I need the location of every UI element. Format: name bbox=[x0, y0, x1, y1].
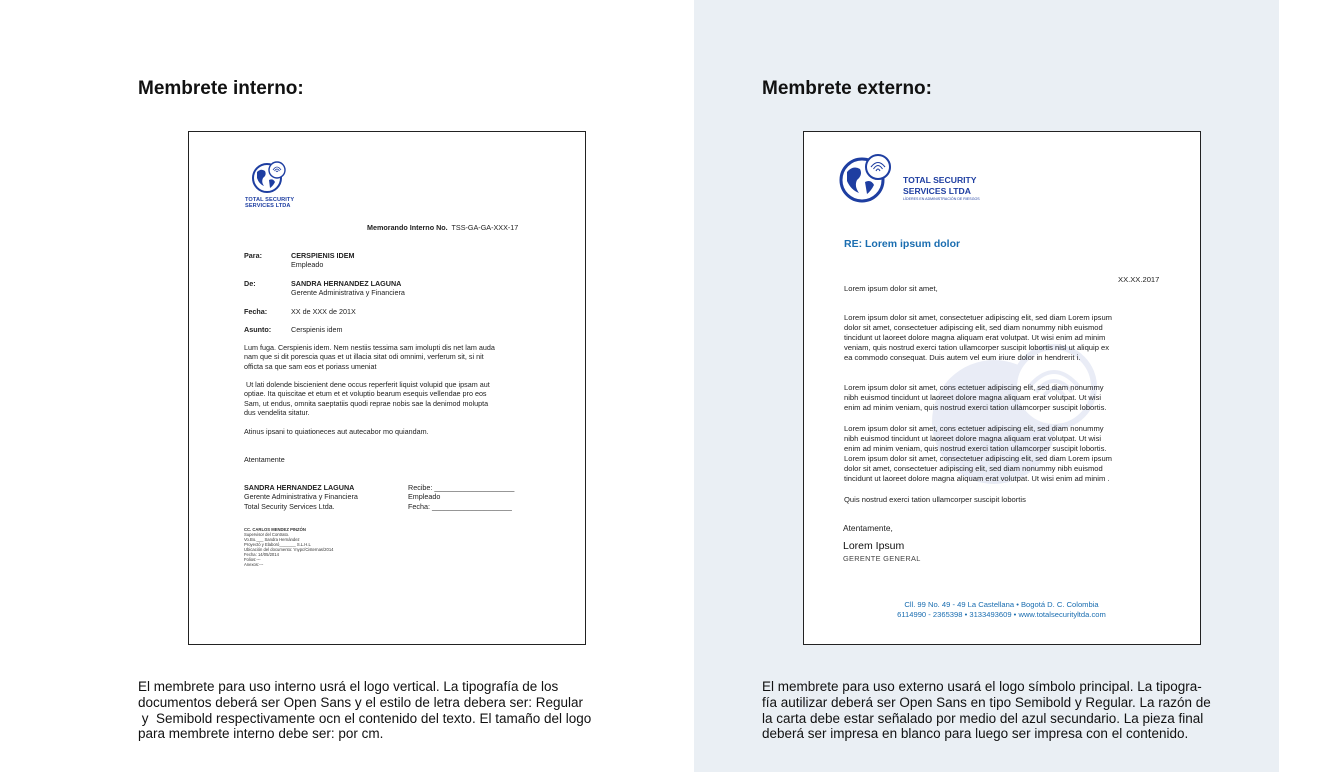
para-label: Para: bbox=[244, 251, 262, 260]
logo-text-line-2: SERVICES LTDA bbox=[903, 186, 971, 196]
asunto-label: Asunto: bbox=[244, 325, 272, 334]
internal-letterhead-heading: Membrete interno: bbox=[138, 78, 304, 99]
fecha-label: Fecha: bbox=[244, 307, 268, 316]
logo-text-line-2: SERVICES LTDA bbox=[245, 203, 291, 209]
description-line: documentos deberá ser Open Sans y el estilo de letra debera ser: Regular bbox=[138, 694, 584, 710]
paragraph-line: officta sa que sam eos et poriass umeniat bbox=[244, 361, 377, 371]
para-name: CERSPIENIS IDEM bbox=[291, 251, 355, 260]
description-line: El membrete para uso interno usrá el logo vertical. La tipografía de los bbox=[138, 679, 559, 694]
signature-name: Lorem Ipsum bbox=[843, 540, 905, 552]
paragraph-line: dolor sit amet, consectetuer adipiscing elit, sed diam nonummy nibh euismod bbox=[844, 464, 1103, 474]
memo-label: Memorando Interno No. bbox=[367, 223, 448, 232]
footer-contact: 6114990 - 2365398 • 3133493609 • www.totalsecurityltda.com bbox=[897, 610, 1106, 620]
para-role: Empleado bbox=[291, 260, 324, 269]
paragraph-line: Lorem ipsum dolor sit amet, cons ectetuer adipiscing elit, sed diam nonummy bbox=[844, 424, 1104, 433]
de-name: SANDRA HERNANDEZ LAGUNA bbox=[291, 279, 402, 288]
cc-line: Anexos:--- bbox=[244, 562, 264, 567]
recibe-role: Empleado bbox=[408, 492, 441, 502]
cc-line: Fecha: 14/05/2014 bbox=[244, 552, 279, 557]
paragraph-line: Lorem ipsum dolor sit amet, consectetuer adipiscing elit, sed diam Lorem ipsum bbox=[844, 454, 1113, 464]
paragraph-line: nibh euismod tincidunt ut laoreet dolore magna aliquam erat volutpat. Ut wisi bbox=[844, 393, 1102, 403]
signature-name: SANDRA HERNANDEZ LAGUNA bbox=[244, 483, 355, 492]
signature-company: Total Security Services Ltda. bbox=[244, 501, 335, 511]
letter-paragraph-1 bbox=[844, 313, 1166, 363]
paragraph-line: Lorem ipsum dolor sit amet, cons ectetuer adipiscing elit, sed diam nonummy bbox=[844, 383, 1104, 392]
memo-header bbox=[367, 223, 518, 232]
signature-role: Gerente Administrativa y Financiera bbox=[244, 492, 358, 502]
description-line: la carta debe estar señalado por medio del azul secundario. La pieza final bbox=[762, 710, 1204, 726]
memo-paragraph-1 bbox=[244, 343, 495, 371]
cc-line: Vo.Bo.___ Sandra Hernández bbox=[244, 537, 300, 542]
de-role: Gerente Administrativa y Financiera bbox=[291, 288, 405, 297]
memo-closing: Atentamente bbox=[244, 455, 285, 464]
paragraph-line: dus vendelita sitatur. bbox=[244, 408, 310, 418]
paragraph-line: ea commodo consequat. Duis autem vel eum iriure dolor in hendrerit i. bbox=[844, 353, 1081, 363]
recibe-line: Recibe: ____________________ bbox=[408, 483, 515, 492]
letter-paragraph-2 bbox=[844, 383, 1166, 413]
paragraph-line: nam que si dit porescia quas et ut illacia sitat odi omnimi, verferum sit, si nit bbox=[244, 352, 484, 362]
paragraph-line: tincidunt ut laoreet dolore magna aliquam erat volutpat. Ut wisi enim ad minim bbox=[844, 333, 1106, 343]
memo-cc-block bbox=[244, 527, 333, 567]
description-line: deberá ser impresa en blanco para luego ser impresa con el contenido. bbox=[762, 726, 1189, 742]
paragraph-line: optiae. Ita quiscitae et etum et et voluptio bearum esequis vellendae pro eos bbox=[244, 389, 487, 399]
external-letterhead-description bbox=[762, 679, 1267, 742]
letter-closing: Atentamente, bbox=[843, 523, 893, 533]
description-line: para membrete interno debe ser: por cm. bbox=[138, 726, 384, 742]
external-letterhead-heading: Membrete externo: bbox=[762, 78, 932, 99]
memo-paragraph-2 bbox=[244, 380, 490, 418]
external-letterhead-document bbox=[803, 131, 1201, 645]
letter-greeting: Lorem ipsum dolor sit amet, bbox=[844, 284, 938, 293]
description-line: fía autilizar deberá ser Open Sans en tipo Semibold y Regular. La razón de bbox=[762, 694, 1211, 710]
description-line: El membrete para uso externo usará el logo símbolo principal. La tipogra- bbox=[762, 679, 1202, 694]
globe-fingerprint-icon bbox=[838, 150, 894, 204]
letter-subject: RE: Lorem ipsum dolor bbox=[844, 238, 961, 250]
memo-paragraph-3: Atinus ipsani to quiationeces aut autecabor mo quiandam. bbox=[244, 427, 429, 436]
internal-letterhead-description bbox=[138, 679, 658, 742]
cc-line: Folios:--- bbox=[244, 557, 261, 562]
paragraph-line: veniam, quis nostrud exerci tation ullamcorper suscipit lobortis nisl ut aliquip ex bbox=[844, 343, 1110, 353]
paragraph-line: dolor sit amet, consectetuer adipiscing elit, sed diam nonummy nibh euismod bbox=[844, 323, 1103, 333]
memo-signature bbox=[244, 483, 358, 511]
signature-role: GERENTE GENERAL bbox=[843, 554, 921, 563]
logo-text-line-1: TOTAL SECURITY bbox=[903, 175, 977, 185]
letter-paragraph-4: Quis nostrud exerci tation ullamcorper suscipit lobortis bbox=[844, 495, 1026, 504]
footer-address: Cll. 99 No. 49 - 49 La Castellana • Bogotá D. C. Colombia bbox=[904, 600, 1099, 609]
memo-receipt bbox=[408, 483, 514, 511]
fecha-value: XX de XXX de 201X bbox=[291, 307, 356, 316]
paragraph-line: tincidunt ut laoreet dolore magna aliquam erat volutpat. Ut wisi enim ad minim . bbox=[844, 474, 1110, 484]
letter-paragraph-3 bbox=[844, 424, 1166, 485]
cc-line: Proyectó y Elaboró_______ S.L.H.L bbox=[244, 542, 311, 547]
logo-tagline: LÍDERES EN ADMINISTRACIÓN DE RIESGOS bbox=[903, 197, 980, 201]
asunto-value: Cerspienis idem bbox=[291, 325, 343, 334]
logo-text-line-1: TOTAL SECURITY bbox=[245, 197, 295, 203]
paragraph-line: enim ad minim veniam, quis nostrud exerci tation ullamcorper suscipit lobortis. bbox=[844, 444, 1107, 454]
memo-number: TSS-GA-GA-XXX-17 bbox=[451, 223, 519, 232]
letter-footer bbox=[804, 600, 1199, 620]
cc-line: Ubicación del documento: 'mypc/Cisternas/2014 bbox=[244, 547, 334, 552]
paragraph-line: Sam, ut endus, omnita saeptatiis quodi reprae nobis sae la denimod molupta bbox=[244, 398, 489, 408]
letter-date: XX.XX.2017 bbox=[1118, 275, 1160, 284]
recibe-fecha: Fecha: ____________________ bbox=[408, 501, 512, 511]
paragraph-line: enim ad minim veniam, quis nostrud exerci tation ullamcorper suscipit lobortis. bbox=[844, 403, 1107, 413]
internal-letterhead-document bbox=[188, 131, 586, 645]
description-line: y Semibold respectivamente ocn el contenido del texto. El tamaño del logo bbox=[138, 710, 592, 726]
paragraph-line: nibh euismod tincidunt ut laoreet dolore magna aliquam erat volutpat. Ut wisi bbox=[844, 434, 1102, 444]
paragraph-line: Lorem ipsum dolor sit amet, consectetuer adipiscing elit, sed diam Lorem ipsum bbox=[844, 313, 1113, 322]
paragraph-line: Ut lati dolende biscienient dene occus reperferit liquist volupid que ipsam aut bbox=[244, 380, 490, 389]
cc-line: CC. CARLOS MENDEZ PINZÓN bbox=[244, 527, 306, 532]
globe-fingerprint-icon bbox=[249, 158, 289, 194]
cc-line: Supervisor del Contrato. bbox=[244, 532, 290, 537]
de-label: De: bbox=[244, 279, 256, 288]
paragraph-line: Lum fuga. Cerspienis idem. Nem nestiis tessima sam imolupti dis net lam auda bbox=[244, 343, 495, 352]
